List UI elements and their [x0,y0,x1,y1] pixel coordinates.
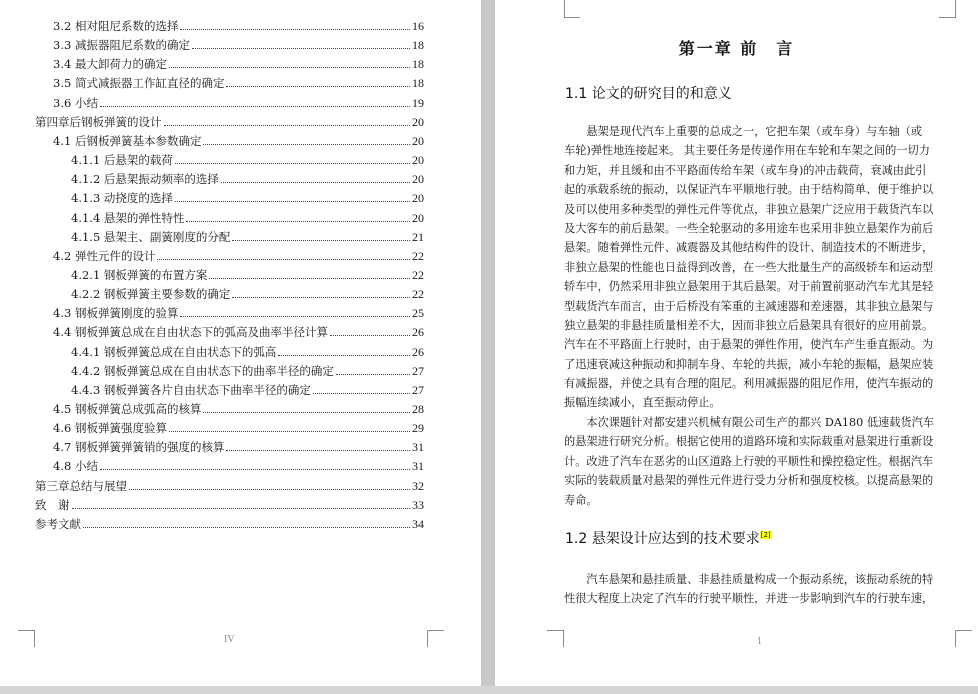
toc-entry-title: 4.1.5 悬架主、副簧刚度的分配 [71,229,231,244]
toc-entry-title: 4.7 钢板弹簧弹簧销的强度的核算 [53,440,225,455]
toc-entry-title: 4.3 钢板弹簧刚度的验算 [53,306,179,321]
toc-entry-page: 18 [412,38,424,53]
toc-entry[interactable] [35,478,424,494]
toc-entry-page: 19 [412,95,424,110]
toc-leader-dots [100,469,410,470]
chapter-page [495,0,978,686]
crop-mark [564,17,580,18]
paragraph-line: 汽车在不平路面上行驶时，由于悬架的弹性作用，使汽车产生垂直振动。为 [564,338,934,352]
toc-leader-dots [192,48,410,49]
toc-entry-title: 4.8 小结 [53,459,98,474]
paragraph-line: 的悬架进行研究分析。根据它使用的道路环境和实际载重对悬架进行重新设 [564,435,934,449]
toc-entry-title: 4.2 弹性元件的设计 [53,248,156,263]
paragraph-line: 了迅速衰减这种振动和抑制车身、车轮的共振，减小车轮的振幅，悬架应装 [564,357,934,371]
toc-entry-title: 致 谢 [35,497,70,512]
window-bottom-edge [0,686,978,694]
paragraph-line: 非独立悬架的性能也日益得到改善，在一些大批量生产的高级轿车和运动型 [564,260,934,274]
paragraph-3 [564,570,954,609]
toc-entry-page: 22 [412,267,424,282]
paragraph-2 [564,413,954,510]
toc-entry[interactable] [53,248,424,264]
section-title-text: 1.2 悬架设计应达到的技术要求 [565,531,760,547]
crop-mark [955,0,956,18]
paragraph-line: 及大客车的前后悬架。一些全轮驱动的多用途车也采用非独立悬架作为前后 [564,221,934,235]
paragraph-line: 振幅连续减小，直至振动停止。 [564,396,721,410]
toc-entry-page: 20 [412,191,424,206]
paragraph-line: 悬架是现代汽车上重要的总成之一，它把车架（或车身）与车轴（或 [564,125,923,138]
toc-entry-page: 27 [412,382,424,397]
toc-entry-page: 16 [412,19,424,33]
toc-entry-title: 4.2.2 钢板弹簧主要参数的确定 [71,287,231,302]
page-number-footer: IV [224,634,235,645]
toc-entry[interactable] [35,497,424,513]
toc-leader-dots [72,508,411,509]
toc-entry[interactable] [71,363,424,379]
toc-leader-dots [209,278,410,279]
toc-entry-page: 22 [412,248,424,263]
toc-entry-page: 20 [412,210,424,225]
toc-entry[interactable] [53,133,424,149]
toc-page [0,0,481,686]
toc-leader-dots [157,259,410,260]
toc-entry[interactable] [53,439,424,455]
toc-entry-title: 4.4.3 钢板弹簧各片自由状态下曲率半径的确定 [71,382,311,397]
paragraph-line: 汽车悬架和悬挂质量、非悬挂质量构成一个振动系统，该振动系统的特 [564,573,934,586]
crop-mark [939,17,955,18]
toc-entry-title: 第四章后钢板弹簧的设计 [35,114,162,129]
toc-leader-dots [232,240,410,241]
paragraph-1 [564,122,954,413]
toc-entry-page: 20 [412,133,424,148]
toc-leader-dots [129,489,410,490]
toc-leader-dots [221,182,410,183]
toc-entry-page: 20 [412,172,424,187]
chapter-title: 第一章 前 言 [678,39,795,58]
paragraph-line: 计。改进了汽车在恶劣的山区道路上行驶的平顺性和操控稳定性。根据汽车 [564,454,934,468]
toc-entry-page: 25 [412,306,424,321]
citation-marker[interactable]: [2] [760,531,771,540]
paragraph-line: 实际的装载质量对悬架的弹性元件进行受力分析和强度校核。以提高悬架的 [564,474,934,488]
toc-entry-page: 29 [412,421,424,436]
toc-entry[interactable] [53,324,424,340]
toc-leader-dots [313,393,410,394]
toc-entry-title: 第三章总结与展望 [35,478,127,493]
toc-entry-title: 4.1.1 后悬架的载荷 [71,153,173,168]
paragraph-line: 性很大程度上决定了汽车的行驶平顺性，并进一步影响到汽车的行驶车速， [564,592,934,606]
toc-leader-dots [169,431,410,432]
section-title-1-2 [565,528,772,548]
toc-entry-title: 4.1 后钢板弹簧基本参数确定 [53,133,202,148]
paragraph-line: 独立悬架的非悬挂质量相差不大，因而非独立后悬架具有很好的应用前景。 [564,318,934,332]
toc-entry[interactable] [71,210,424,226]
toc-leader-dots [186,221,410,222]
toc-entry-title: 4.4 钢板弹簧总成在自由状态下的弧高及曲率半径计算 [53,325,328,340]
toc-entry-page: 33 [412,497,424,512]
toc-entry-title: 4.5 钢板弹簧总成弧高的核算 [53,402,202,416]
paragraph-line: 有减振器，并使之具有合理的阻尼。利用减振器的阻尼作用，使汽车振动的 [564,377,934,391]
toc-entry[interactable] [71,267,424,283]
toc-entry[interactable] [35,114,424,130]
toc-leader-dots [203,412,410,413]
toc-leader-dots [180,316,410,317]
paragraph-line: 和力矩，并且缓和由不平路面传给车架（或车身)的冲击载荷，衰减由此引 [564,163,927,177]
toc-leader-dots [83,527,410,528]
toc-entry-page: 31 [412,440,424,455]
toc-leader-dots [203,144,410,145]
toc-leader-dots [330,335,410,336]
toc-leader-dots [226,450,410,451]
paragraph-line: 悬架。随着弹性元件、减震器及其他结构件的设计、制造技术的不断进步， [564,241,934,255]
toc-entry-title: 参考文献 [35,516,81,531]
toc-entry[interactable] [71,344,424,360]
toc-entry-title: 4.4.1 钢板弹簧总成在自由状态下的弧高 [71,344,277,359]
toc-entry[interactable] [71,171,424,187]
toc-entry[interactable] [71,229,424,245]
toc-entry[interactable] [35,516,424,532]
toc-entry[interactable] [53,401,424,417]
paragraph-line: 起的承载系统的振动，以保证汽车平顺地行驶。由于结构简单、便于维护以 [564,183,934,197]
toc-leader-dots [336,374,410,375]
toc-entry[interactable] [71,382,424,398]
toc-entry-page: 20 [412,114,424,129]
toc-entry-page: 28 [412,402,424,416]
toc-leader-dots [226,86,410,87]
crop-mark [955,630,972,647]
toc-entry-title: 4.1.3 动挠度的选择 [71,191,173,206]
section-title-1-1: 1.1 论文的研究目的和意义 [565,86,732,102]
toc-entry-page: 18 [412,57,424,72]
paragraph-line: 型载货汽车而言，由于后桥没有笨重的主减速器和差速器，其非独立悬架与 [564,299,934,313]
toc-leader-dots [175,163,410,164]
toc-entry[interactable] [53,305,424,321]
paragraph-line: 寿命。 [564,493,598,507]
toc-entry[interactable] [53,37,424,53]
toc-entry-title: 4.6 钢板弹簧强度验算 [53,421,167,436]
toc-entry[interactable] [53,95,424,111]
toc-entry-page: 27 [412,363,424,378]
toc-entry-page: 22 [412,287,424,302]
crop-mark [564,0,565,18]
toc-entry-title: 3.5 简式减振器工作缸直径的确定 [53,76,225,91]
toc-entry[interactable] [71,152,424,168]
toc-entry-page: 21 [412,229,424,244]
toc-leader-dots [164,125,411,126]
crop-mark [547,630,564,647]
toc-entry-page: 18 [412,76,424,91]
toc-leader-dots [278,355,410,356]
toc-entry-title: 3.4 最大卸荷力的确定 [53,57,167,72]
toc-entry-page: 32 [412,478,424,493]
toc-leader-dots [232,297,410,298]
toc-entry[interactable] [71,190,424,206]
toc-entry[interactable] [53,420,424,436]
paragraph-line: 车轮)弹性地连接起来。 其主要任务是传递作用在车轮和车架之间的一切力 [564,144,930,158]
toc-entry-title: 3.2 相对阻尼系数的选择 [53,19,179,33]
page-number-footer: 1 [757,636,762,647]
paragraph-line: 及可以使用多种类型的弹性元件等优点，非独立悬架广泛应用于载货汽车以 [564,202,934,216]
toc-leader-dots [100,106,410,107]
paragraph-line: 轿车中，仍然采用非独立悬架用于其后悬架。对于前置前驱动汽车尤其是轻 [564,280,934,294]
toc-entry-page: 34 [412,516,424,531]
crop-mark [18,630,35,647]
toc-entry-title: 3.3 减振器阻尼系数的确定 [53,38,190,53]
toc-entry[interactable] [53,18,424,34]
crop-mark [427,630,444,647]
toc-entry-title: 3.6 小结 [53,95,98,110]
toc-leader-dots [180,29,410,30]
toc-entry[interactable] [53,75,424,91]
toc-entry[interactable] [71,286,424,302]
toc-entry-page: 26 [412,344,424,359]
toc-entry-title: 4.1.4 悬架的弹性特性 [71,210,185,225]
toc-entry[interactable] [53,458,424,474]
toc-entry-page: 20 [412,153,424,168]
toc-leader-dots [169,67,410,68]
toc-entry-title: 4.4.2 钢板弹簧总成在自由状态下的曲率半径的确定 [71,363,334,378]
toc-leader-dots [175,201,410,202]
paragraph-line: 本次课题针对都安建兴机械有限公司生产的都兴 DA180 低速载货汽车 [564,416,934,429]
toc-entry-page: 26 [412,325,424,340]
toc-entry-title: 4.2.1 钢板弹簧的布置方案 [71,267,208,282]
toc-entry[interactable] [53,56,424,72]
toc-entry-page: 31 [412,459,424,474]
toc-entry-title: 4.1.2 后悬架振动频率的选择 [71,172,219,187]
